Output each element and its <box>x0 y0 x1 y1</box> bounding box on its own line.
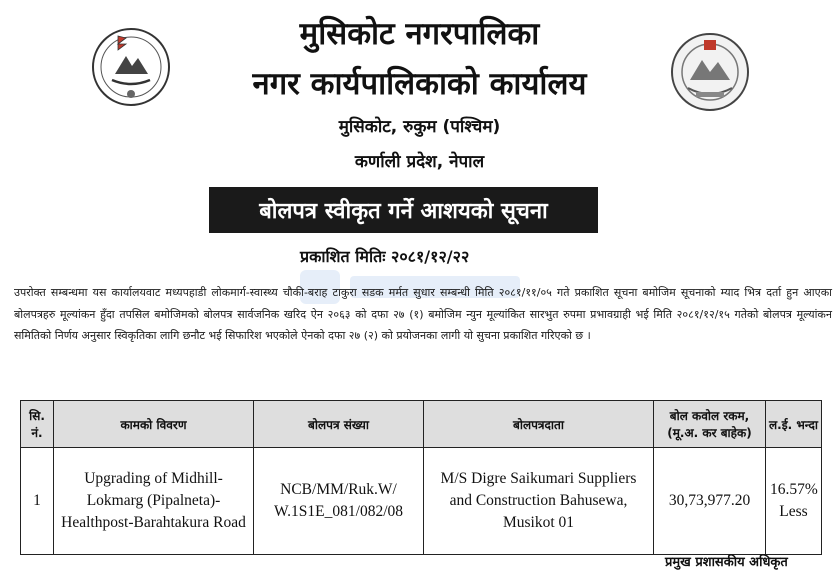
cell-description: Upgrading of Midhill-Lokmarg (Pipalneta)-Healthpost-Barahtakura Road <box>54 448 254 555</box>
address-line-1: मुसिकोट, रुकुम (पश्चिम) <box>338 117 501 137</box>
header-bid-no: बोलपत्र संख्या <box>254 401 424 448</box>
header-vs-estimate: ल.ई. भन्दा <box>766 401 822 448</box>
notice-title <box>209 187 598 233</box>
municipality-name: मुसिकोट नगरपालिका <box>299 16 540 52</box>
table-header-row <box>21 401 822 448</box>
office-name: नगर कार्यपालिकाको कार्यालय <box>252 66 587 102</box>
header-sn: सि. नं. <box>21 401 54 448</box>
notice-body: उपरोक्त सम्बन्धमा यस कार्यालयवाट मध्यपहाडी लोकमार्ग-स्वास्थ्य चौकी-बराह टाकुरा सडक मर्मत सुधार सम्बन्धी मिति २०८१/११/०५ गते प्रकाशित सूचना बमोजिम सूचनाको म्याद भित्र दर्ता हुन आएका बोलपत्रहरु मूल्यांकन हुँदा तपसिल बमोजिमको बोलपत्र सार्वजनिक खरिद ऐन २०६३ को दफा २७ (१) बमोजिम न्युन मूल्यांकित सारभुत रुपमा प्रभावग्राही भई मिति २०८१/१२/१५ गतेको बोलपत्र मूल्यांकन समितिको निर्णय अनुसार स्विकृतिका लागि छनौट भई सिफारिश भएकोले ऐनको दफा २७ (२) को प्रयोजनका लागी यो सुचना प्रकाशित गरिएको छ । <box>14 286 832 342</box>
cell-amount: 30,73,977.20 <box>654 448 766 555</box>
cell-bidder: M/S Digre Saikumari Suppliers and Construction Bahusewa, Musikot 01 <box>424 448 654 555</box>
notice-title-text: बोलपत्र स्वीकृत गर्ने आशयको सूचना <box>259 199 548 224</box>
table-row <box>21 448 822 555</box>
tender-table <box>20 400 822 555</box>
signatory-title: प्रमुख प्रशासकीय अधिकृत <box>665 555 788 570</box>
header-bidder: बोलपत्रदाता <box>424 401 654 448</box>
published-date: प्रकाशित मितिः २०८१/१२/२२ <box>300 247 470 266</box>
cell-bid-no: NCB/MM/Ruk.W/ W.1S1E_081/082/08 <box>254 448 424 555</box>
address-line-2: कर्णाली प्रदेश, नेपाल <box>354 152 485 172</box>
header-description: कामको विवरण <box>54 401 254 448</box>
header-amount: बोल कवोल रकम, (मू.अ. कर बाहेक) <box>654 401 766 448</box>
cell-sn: 1 <box>21 448 54 555</box>
cell-vs-estimate: 16.57% Less <box>766 448 822 555</box>
